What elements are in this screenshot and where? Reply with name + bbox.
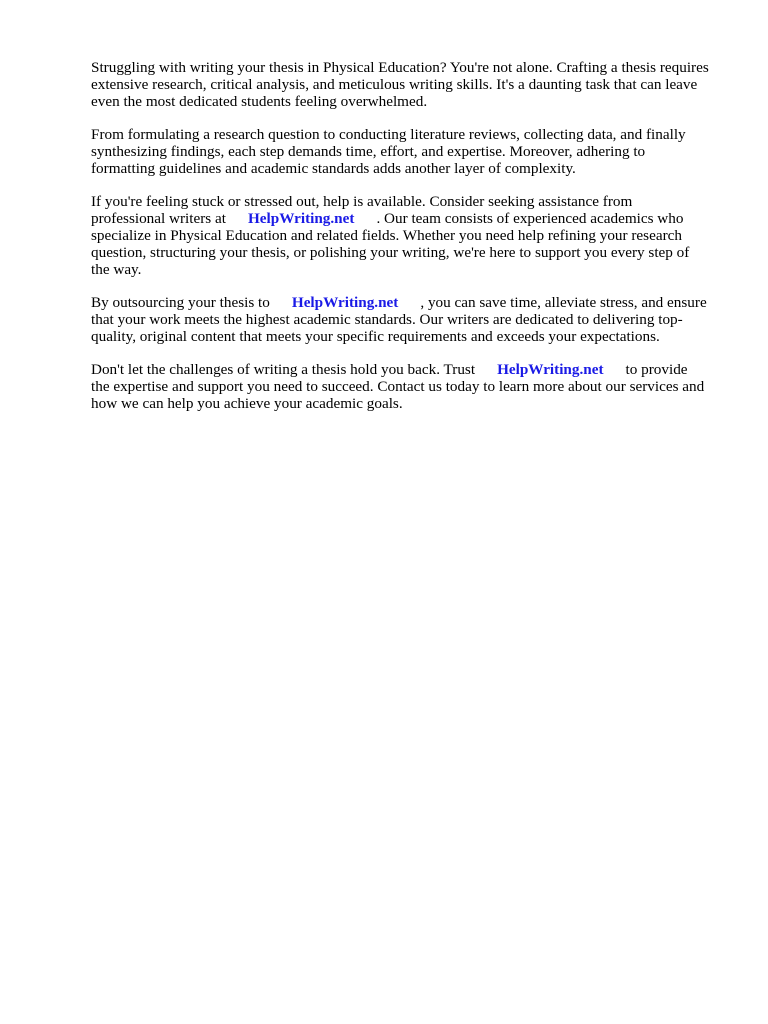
paragraph-intro: [91, 59, 731, 110]
text-line: the expertise and support you need to succeed. Contact us today to learn more about our services and: [91, 378, 705, 395]
text-line: even the most dedicated students feeling overwhelmed.: [91, 93, 428, 110]
paragraph-closing: [91, 361, 731, 412]
document-page: [91, 59, 731, 428]
text-line: [91, 294, 731, 311]
text-segment: to provide: [625, 361, 688, 378]
paragraph-process: [91, 126, 731, 177]
helpwriting-link[interactable]: HelpWriting.net: [247, 210, 355, 227]
text-segment: professional writers at: [91, 210, 226, 227]
text-line: question, structuring your thesis, or polishing your writing, we're here to support you every step of: [91, 244, 690, 261]
text-line: synthesizing findings, each step demands time, effort, and expertise. Moreover, adhering to: [91, 143, 646, 160]
text-line: [91, 361, 731, 378]
text-line: If you're feeling stuck or stressed out, help is available. Consider seeking assistance from: [91, 193, 633, 210]
text-line: that your work meets the highest academic standards. Our writers are dedicated to delivering top-: [91, 311, 683, 328]
text-segment: By outsourcing your thesis to: [91, 294, 270, 311]
text-line: the way.: [91, 261, 142, 278]
text-line: how we can help you achieve your academic goals.: [91, 395, 403, 412]
helpwriting-link[interactable]: HelpWriting.net: [497, 361, 604, 378]
text-segment: Don't let the challenges of writing a thesis hold you back. Trust: [91, 361, 476, 378]
helpwriting-link[interactable]: HelpWriting.net: [291, 294, 399, 311]
text-line: quality, original content that meets your specific requirements and exceeds your expectations.: [91, 328, 660, 345]
text-line: specialize in Physical Education and related fields. Whether you need help refining your research: [91, 227, 682, 244]
text-line: formatting guidelines and academic standards adds another layer of complexity.: [91, 160, 576, 177]
text-line: [91, 210, 731, 227]
text-segment: , you can save time, alleviate stress, and ensure: [420, 294, 707, 311]
text-line: From formulating a research question to conducting literature reviews, collecting data, and finally: [91, 126, 686, 143]
text-line: Struggling with writing your thesis in Physical Education? You're not alone. Crafting a thesis requires: [91, 59, 709, 76]
paragraph-outsourcing: [91, 294, 731, 345]
text-line: extensive research, critical analysis, and meticulous writing skills. It's a daunting task that can leave: [91, 76, 698, 93]
text-segment: . Our team consists of experienced academics who: [376, 210, 684, 227]
paragraph-help: [91, 193, 731, 278]
